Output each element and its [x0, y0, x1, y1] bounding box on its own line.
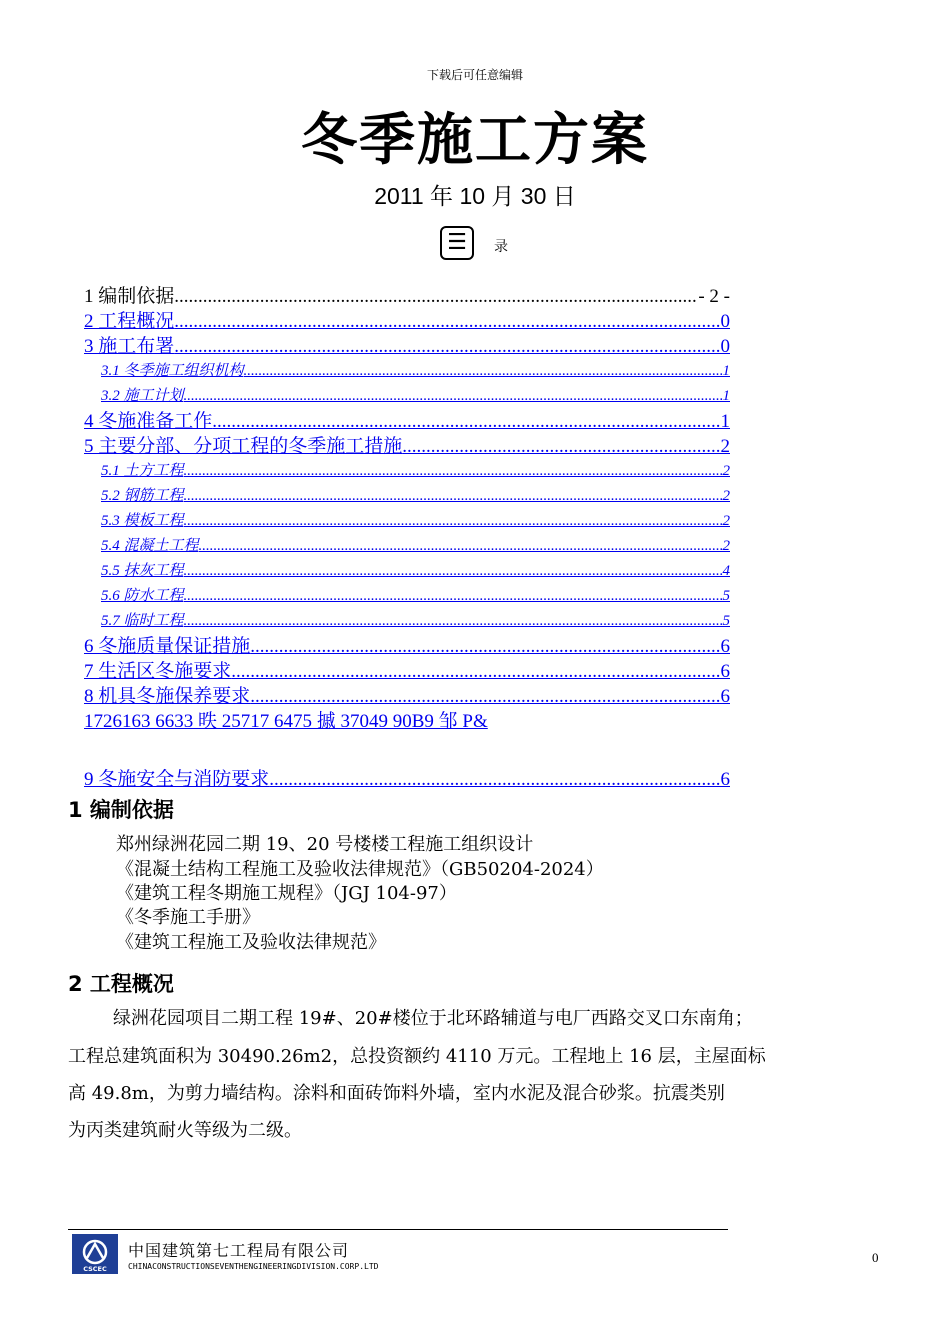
- toc-entry-page: 5: [722, 588, 730, 604]
- toc-entry-label: 5.4 混凝土工程: [101, 538, 199, 554]
- company-logo-icon: [72, 1234, 118, 1274]
- toc-entry-page: 2: [722, 513, 730, 529]
- paragraph-line: 工程总建筑面积为 30490.26m2，总投资额约 4110 万元。工程地上 16 层，主屋面标: [68, 1046, 766, 1067]
- toc-entry-page: 6: [720, 686, 730, 707]
- toc-entry-page: 4: [722, 563, 730, 579]
- toc-entry-1: [84, 284, 730, 309]
- toc-heading-label: 录: [494, 239, 508, 255]
- toc-list-icon: ☰: [440, 226, 474, 260]
- section-1-heading: 1 编制依据: [68, 798, 174, 822]
- toc-entry-3-1[interactable]: [84, 359, 730, 384]
- toc-entry-5-1[interactable]: [84, 459, 730, 484]
- table-of-contents: [84, 284, 730, 792]
- reference-item: 《建筑工程施工及验收法律规范》: [116, 932, 386, 953]
- page-number: 0: [872, 1250, 879, 1265]
- toc-entry-3-2[interactable]: [84, 384, 730, 409]
- reference-item: 郑州绿洲花园二期 19、20 号楼楼工程施工组织设计: [116, 834, 534, 855]
- toc-spacer: [84, 734, 730, 767]
- paragraph-line: 绿洲花园项目二期工程 19#、20#楼位于北环路辅道与电厂西路交叉口东南角；: [113, 1008, 753, 1029]
- toc-entry-page: 1: [722, 363, 730, 379]
- svg-text:CSCEC: CSCEC: [83, 1265, 107, 1273]
- toc-entry-5-3[interactable]: [84, 509, 730, 534]
- toc-entry-label: 5.3 模板工程: [101, 513, 184, 529]
- paragraph-line: 高 49.8m，为剪力墙结构。涂料和面砖饰料外墙，室内水泥及混合砂浆。抗震类别: [68, 1083, 725, 1104]
- toc-entry-page: 1: [720, 411, 730, 432]
- toc-entry-label: 6 冬施质量保证措施: [84, 636, 251, 657]
- toc-entry-page: 2: [722, 488, 730, 504]
- reference-item: 《冬季施工手册》: [116, 907, 260, 928]
- toc-entry-label: 2 工程概况: [84, 311, 175, 332]
- toc-entry-page: 2: [722, 538, 730, 554]
- toc-entry-label: 5 主要分部、分项工程的冬季施工措施: [84, 436, 403, 457]
- toc-entry-5-2[interactable]: [84, 484, 730, 509]
- toc-entry-3[interactable]: [84, 334, 730, 359]
- toc-entry-label: 5.5 抹灰工程: [101, 563, 184, 579]
- toc-entry-label: 7 生活区冬施要求: [84, 661, 232, 682]
- toc-entry-label: 4 冬施准备工作: [84, 411, 213, 432]
- toc-entry-label: 9 冬施安全与消防要求: [84, 769, 270, 790]
- reference-item: 《混凝土结构工程施工及验收法律规范》（GB50204-2024）: [116, 859, 604, 880]
- toc-entry-page: 0: [720, 336, 730, 357]
- company-name-en: CHINACONSTRUCTIONSEVENTHENGINEERINGDIVISION.CORP.LTD: [128, 1262, 379, 1271]
- toc-entry-8[interactable]: [84, 684, 730, 709]
- toc-entry-5-6[interactable]: [84, 584, 730, 609]
- toc-entry-page: 6: [720, 769, 730, 790]
- company-name-cn: 中国建筑第七工程局有限公司: [128, 1241, 350, 1260]
- toc-entry-5-5[interactable]: [84, 559, 730, 584]
- toc-entry-label: 5.1 土方工程: [101, 463, 184, 479]
- toc-entry-label: 5.6 防水工程: [101, 588, 184, 604]
- toc-entry-label: 5.2 钢筋工程: [101, 488, 184, 504]
- toc-garbled-line[interactable]: 1726163 6633 昳 25717 6475 摵 37049 90B9 邹 P&: [84, 711, 488, 732]
- toc-entry-5-4[interactable]: [84, 534, 730, 559]
- reference-item: 《建筑工程冬期施工规程》（JGJ 104-97）: [116, 883, 457, 904]
- toc-entry-page: 2: [722, 463, 730, 479]
- paragraph-line: 为丙类建筑耐火等级为二级。: [68, 1120, 302, 1141]
- toc-entry-label: 8 机具冬施保养要求: [84, 686, 251, 707]
- toc-entry-page: 6: [720, 636, 730, 657]
- top-note: 下载后可任意编辑: [426, 68, 523, 82]
- footer-divider: [68, 1229, 728, 1230]
- toc-entry-label: 3.2 施工计划: [101, 388, 184, 404]
- document-title: 冬季施工方案: [301, 108, 649, 173]
- toc-entry-label: 3 施工布署: [84, 336, 175, 357]
- toc-entry-page: 0: [720, 311, 730, 332]
- toc-entry-page: 5: [722, 613, 730, 629]
- toc-entry-page: 6: [720, 661, 730, 682]
- section-2-heading: 2 工程概况: [68, 972, 174, 996]
- toc-entry-page: 1: [722, 388, 730, 404]
- toc-entry-label: 5.7 临时工程: [101, 613, 184, 629]
- toc-entry-label: 1 编制依据: [84, 286, 175, 307]
- toc-entry-5[interactable]: [84, 434, 730, 459]
- toc-entry-page: - 2 -: [698, 286, 730, 307]
- toc-entry-5-7[interactable]: [84, 609, 730, 634]
- document-date: 2011 年 10 月 30 日: [374, 183, 576, 209]
- toc-entry-4[interactable]: [84, 409, 730, 434]
- toc-entry-6[interactable]: [84, 634, 730, 659]
- toc-entry-label: 3.1 冬季施工组织机构: [101, 363, 244, 379]
- toc-entry-7[interactable]: [84, 659, 730, 684]
- toc-entry-9[interactable]: [84, 767, 730, 792]
- toc-entry-2[interactable]: [84, 309, 730, 334]
- toc-entry-page: 2: [720, 436, 730, 457]
